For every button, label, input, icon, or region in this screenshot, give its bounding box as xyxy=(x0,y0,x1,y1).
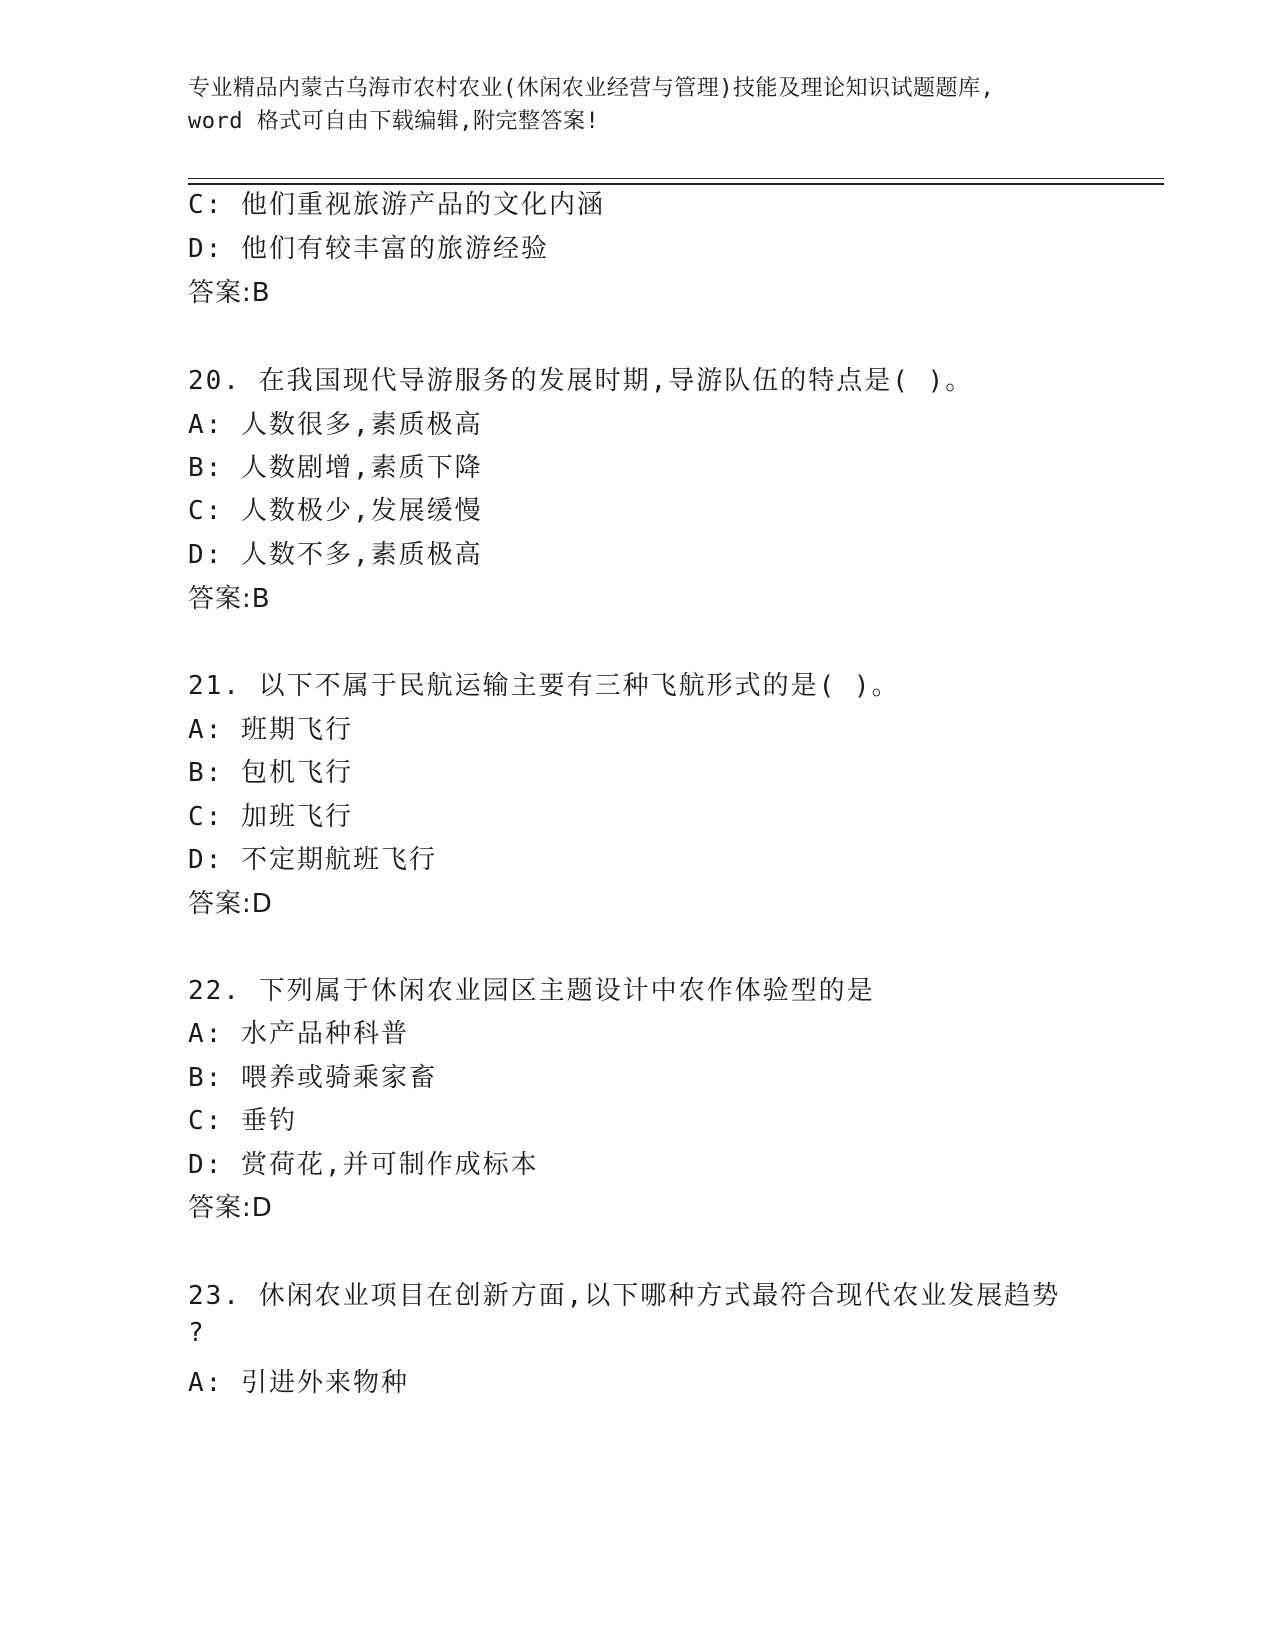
header-line-2: word 格式可自由下载编辑,附完整答案! xyxy=(188,109,600,134)
document-header xyxy=(188,72,1088,138)
q19-option-d: D: 他们有较丰富的旅游经验 xyxy=(188,234,549,264)
q21-option-c: C: 加班飞行 xyxy=(188,802,353,832)
q22-answer: 答案:D xyxy=(188,1193,273,1223)
q23-option-a: A: 引进外来物种 xyxy=(188,1368,409,1398)
q20-option-c: C: 人数极少,发展缓慢 xyxy=(188,496,483,526)
q19-option-c: C: 他们重视旅游产品的文化内涵 xyxy=(188,190,605,220)
q21-option-a: A: 班期飞行 xyxy=(188,715,353,745)
q22-option-c: C: 垂钓 xyxy=(188,1106,297,1136)
q20-option-d: D: 人数不多,素质极高 xyxy=(188,540,483,570)
q20-question: 20. 在我国现代导游服务的发展时期,导游队伍的特点是( )。 xyxy=(188,366,974,396)
header-rule-thin xyxy=(188,178,1164,179)
q23-question-line-2: ? xyxy=(188,1318,206,1348)
q19-answer: 答案:B xyxy=(188,278,271,308)
q21-option-d: D: 不定期航班飞行 xyxy=(188,845,437,875)
q22-option-d: D: 赏荷花,并可制作成标本 xyxy=(188,1150,539,1180)
q20-option-b: B: 人数剧增,素质下降 xyxy=(188,453,483,483)
q20-answer: 答案:B xyxy=(188,584,271,614)
q21-option-b: B: 包机飞行 xyxy=(188,758,353,788)
q22-option-a: A: 水产品种科普 xyxy=(188,1019,409,1049)
q21-answer: 答案:D xyxy=(188,889,273,919)
q22-option-b: B: 喂养或骑乘家畜 xyxy=(188,1063,437,1093)
q23-question-line-1: 23. 休闲农业项目在创新方面,以下哪种方式最符合现代农业发展趋势 xyxy=(188,1281,1061,1311)
q22-question: 22. 下列属于休闲农业园区主题设计中农作体验型的是 xyxy=(188,976,875,1006)
header-line-1: 专业精品内蒙古乌海市农村农业(休闲农业经营与管理)技能及理论知识试题题库, xyxy=(188,76,995,101)
q20-option-a: A: 人数很多,素质极高 xyxy=(188,410,483,440)
q21-question: 21. 以下不属于民航运输主要有三种飞航形式的是( )。 xyxy=(188,671,900,701)
